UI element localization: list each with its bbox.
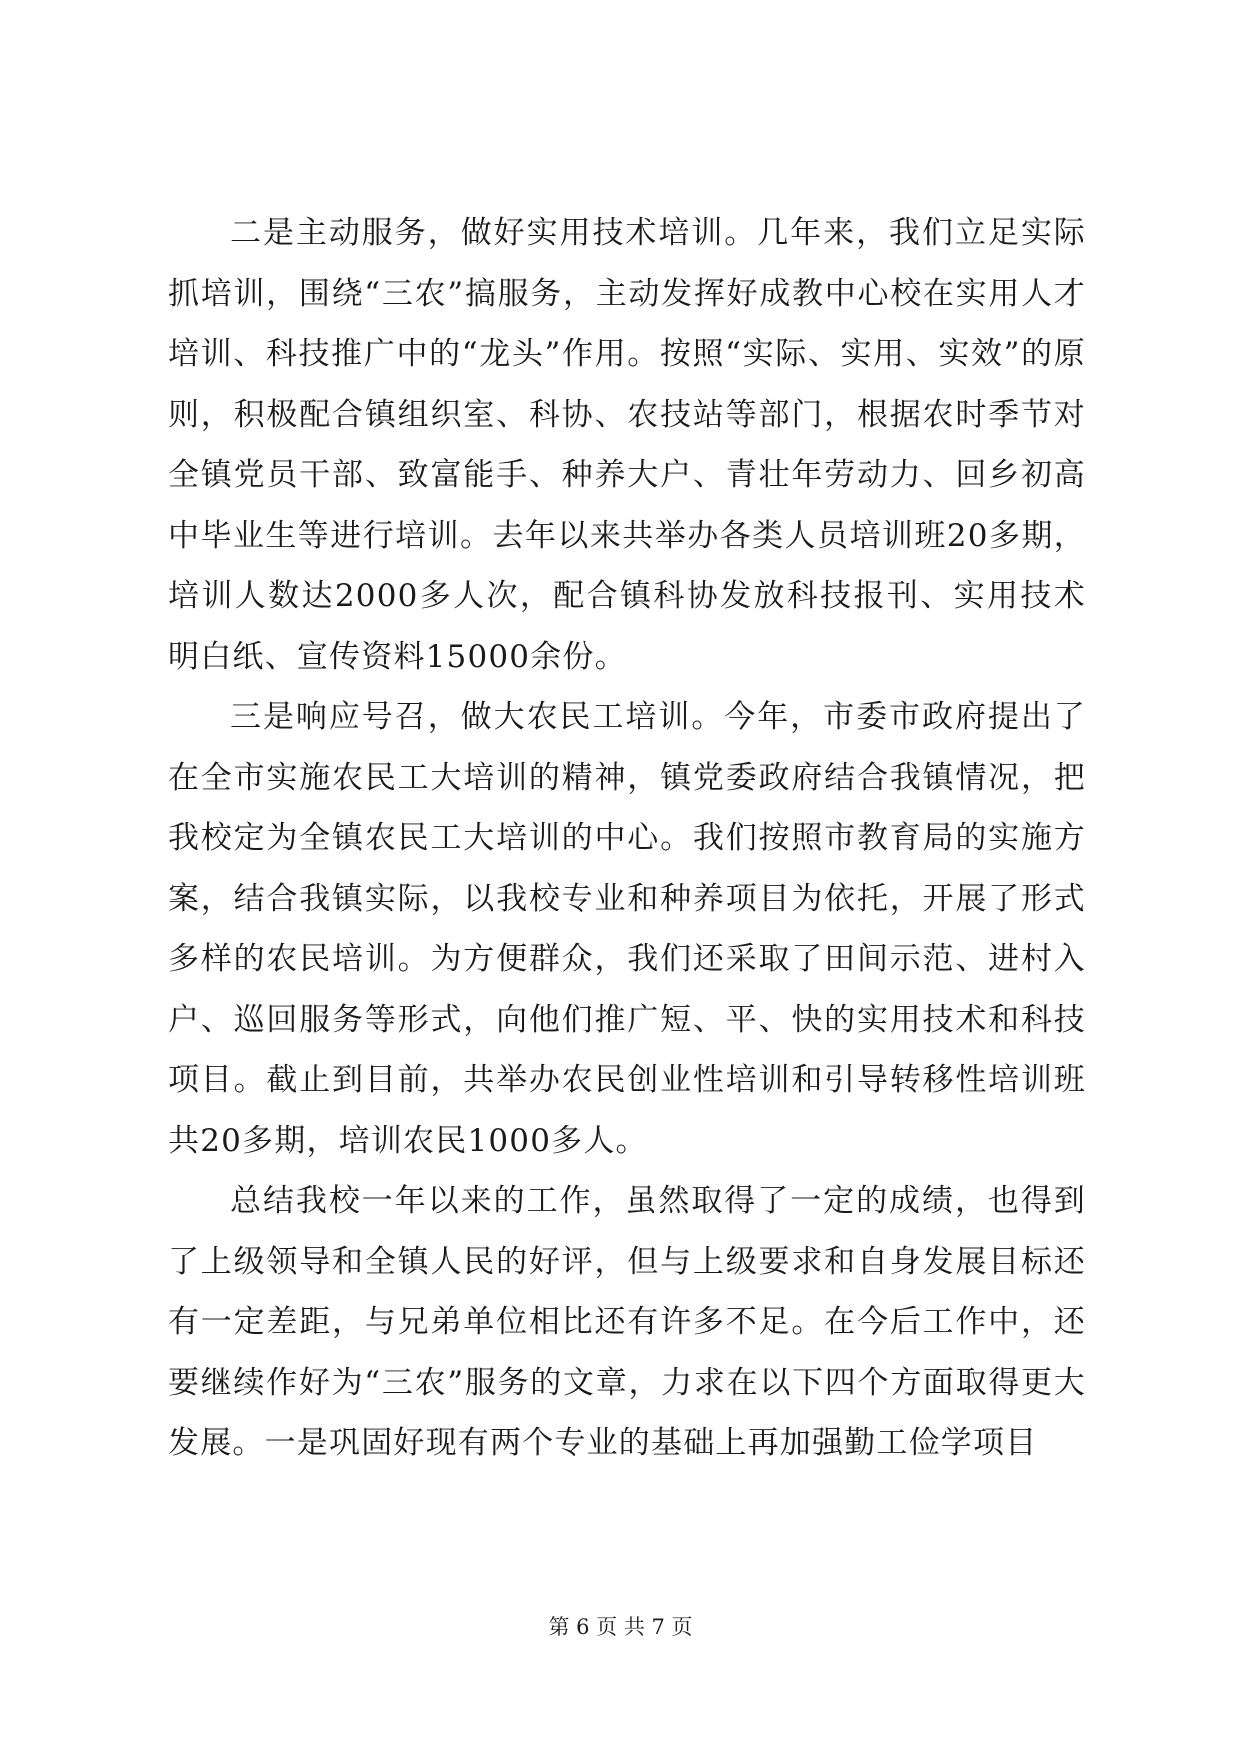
body-text <box>168 203 1086 1474</box>
paragraph-practical-tech-training: 二是主动服务，做好实用技术培训。几年来，我们立足实际抓培训，围绕“三农”搞服务，主动发挥好成教中心校在实用人才培训、科技推广中的“龙头”作用。按照“实际、实用、实效”的原则，积极配合镇组织室、科协、农技站等部门，根据农时季节对全镇党员干部、致富能手、种养大户、青壮年劳动力、回乡初高中毕业生等进行培训。去年以来共举办各类人员培训班20多期，培训人数达2000多人次，配合镇科协发放科技报刊、实用技术明白纸、宣传资料15000余份。 <box>168 215 1086 675</box>
paragraph-summary: 总结我校一年以来的工作，虽然取得了一定的成绩，也得到了上级领导和全镇人民的好评，但与上级要求和自身发展目标还有一定差距，与兄弟单位相比还有许多不足。在今后工作中，还要继续作好为“三农”服务的文章，力求在以下四个方面取得更大发展。一是巩固好现有两个专业的基础上再加强勤工俭学项目 <box>168 1183 1086 1461</box>
page-footer: 第 6 页 共 7 页 <box>548 1615 693 1639</box>
paragraph-migrant-worker-training: 三是响应号召，做大农民工培训。今年，市委市政府提出了在全市实施农民工大培训的精神，镇党委政府结合我镇情况，把我校定为全镇农民工大培训的中心。我们按照市教育局的实施方案，结合我镇实际，以我校专业和种养项目为依托，开展了形式多样的农民培训。为方便群众，我们还采取了田间示范、进村入户、巡回服务等形式，向他们推广短、平、快的实用技术和科技项目。截止到目前，共举办农民创业性培训和引导转移性培训班共20多期，培训农民1000多人。 <box>168 699 1086 1159</box>
